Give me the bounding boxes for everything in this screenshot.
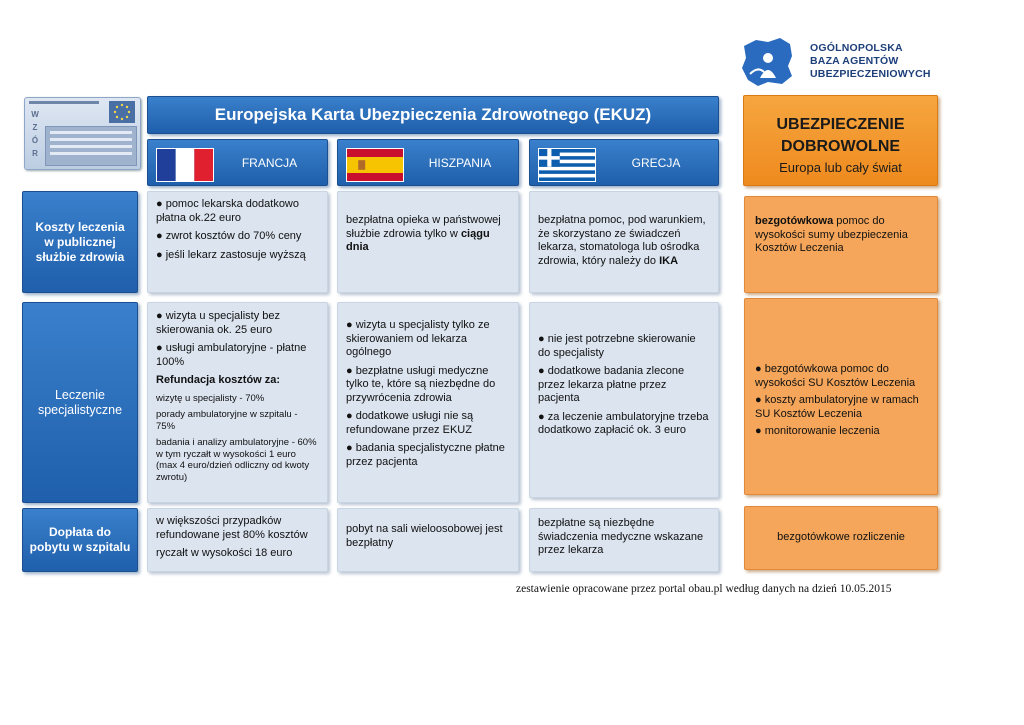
list-item: ● dodatkowe badania zlecone przez lekarza płatne przez pacjenta bbox=[538, 365, 685, 404]
cell-text: bezpłatna opieka w państwowej służbie zdrowia tylko w bbox=[346, 214, 501, 240]
france-flag-icon bbox=[156, 148, 214, 182]
list-item: ● jeśli lekarz zastosuje wyższą bbox=[156, 248, 306, 261]
list-item: ● bezgotówkowa pomoc do wysokości SU Kosztów Leczenia bbox=[755, 363, 916, 389]
source-note: zestawienie opracowane przez portal obau.pl według danych na dzień 10.05.2015 bbox=[516, 583, 892, 595]
row-header-hospital-stay: Dopłata do pobytu w szpitalu bbox=[22, 508, 138, 572]
list-item: ● nie jest potrzebne skierowanie do specjalisty bbox=[538, 333, 696, 359]
cell-spain-specialist bbox=[337, 302, 519, 503]
logo-text bbox=[810, 42, 931, 81]
list-item: ● badania specjalistyczne płatne przez pacjenta bbox=[346, 442, 505, 468]
voluntary-subtitle: Europa lub cały świat bbox=[779, 160, 902, 175]
card-letter: Z bbox=[32, 123, 38, 132]
list-item: ● koszty ambulatoryjne w ramach SU Kosztów Leczenia bbox=[755, 394, 919, 420]
greece-flag-icon bbox=[538, 148, 596, 182]
card-field-line bbox=[50, 145, 132, 148]
cell-voluntary-specialist bbox=[744, 298, 938, 495]
list-item: badania i analizy ambulatoryjne - 60% w tym ryczałt w wysokości 1 euro (max 4 euro/dzień odliczny od kwoty zwrotu) bbox=[156, 437, 317, 483]
row-header-public-treatment: Koszty leczenia w publicznej służbie zdrowia bbox=[22, 191, 138, 293]
list-item: ● bezpłatne usługi medyczne tylko te, które są niezbędne do przywrócenia zdrowia bbox=[346, 364, 496, 404]
cell-spain-hospital: pobyt na sali wieloosobowej jest bezpłatny bbox=[337, 508, 519, 572]
cell-france-public bbox=[147, 191, 328, 293]
list-item: w większości przypadków refundowane jest 80% kosztów bbox=[156, 515, 308, 541]
voluntary-title-line-1: UBEZPIECZENIE bbox=[776, 116, 905, 133]
row-header-specialist-treatment: Leczenie specjalistyczne bbox=[22, 302, 138, 503]
cell-bold-text: ciągu dnia bbox=[346, 227, 490, 253]
card-letter: W bbox=[31, 110, 39, 119]
list-item: ● monitorowanie leczenia bbox=[755, 425, 880, 437]
cell-voluntary-public bbox=[744, 196, 938, 293]
country-name: HISZPANIA bbox=[428, 155, 492, 170]
voluntary-insurance-header bbox=[743, 95, 938, 186]
ekuz-card-image bbox=[24, 97, 141, 170]
card-header-line bbox=[29, 101, 99, 104]
logo-line-3: UBEZPIECZENIOWYCH bbox=[810, 68, 931, 80]
page-title: Europejska Karta Ubezpieczenia Zdrowotnego (EKUZ) bbox=[147, 96, 719, 134]
list-item: ● za leczenie ambulatoryjne trzeba dodatkowo zapłacić ok. 3 euro bbox=[538, 410, 709, 436]
list-item: ● dodatkowe usługi nie są refundowane przez EKUZ bbox=[346, 410, 474, 436]
card-letter: Ó bbox=[31, 136, 39, 145]
cell-greece-public bbox=[529, 191, 719, 293]
country-name: FRANCJA bbox=[241, 155, 298, 170]
cell-greece-hospital: bezpłatne są niezbędne świadczenia medyczne wskazane przez lekarza bbox=[529, 508, 719, 572]
card-letters bbox=[29, 108, 41, 160]
card-field-line bbox=[50, 138, 132, 141]
cell-france-specialist bbox=[147, 302, 328, 503]
spain-flag-icon bbox=[346, 148, 404, 182]
cell-bold-text: bezgotówkowa bbox=[755, 215, 834, 227]
list-item: ● zwrot kosztów do 70% ceny bbox=[156, 230, 302, 242]
cell-voluntary-hospital: bezgotówkowe rozliczenie bbox=[744, 506, 938, 570]
country-name: GRECJA bbox=[631, 155, 681, 170]
list-item: wizytę u specjalisty - 70% bbox=[156, 392, 265, 404]
logo-line-2: BAZA AGENTÓW bbox=[810, 55, 899, 67]
country-header-spain bbox=[337, 139, 519, 186]
logo-line-1: OGÓLNOPOLSKA bbox=[810, 42, 903, 54]
refund-title: Refundacja kosztów za: bbox=[156, 374, 281, 386]
cell-greece-specialist bbox=[529, 302, 719, 498]
cell-france-hospital bbox=[147, 508, 328, 572]
eu-stars-icon bbox=[109, 101, 135, 123]
list-item: ● usługi ambulatoryjne - płatne 100% bbox=[156, 342, 307, 368]
list-item: porady ambulatoryjne w szpitalu - 75% bbox=[156, 409, 298, 432]
card-field-line bbox=[50, 152, 132, 155]
country-header-greece bbox=[529, 139, 719, 186]
list-item: ● wizyta u specjalisty bez skierowania ok. 25 euro bbox=[156, 310, 281, 336]
card-fields bbox=[45, 126, 137, 166]
cell-text: bezpłatna pomoc, pod warunkiem, że skorzystano ze świadczeń lekarza, stomatologa lub ośrodka zdrowia, który należy do bbox=[538, 214, 706, 267]
card-field-line bbox=[50, 131, 132, 134]
cell-spain-public bbox=[337, 191, 519, 293]
country-header-france bbox=[147, 139, 328, 186]
voluntary-title-line-2: DOBROWOLNE bbox=[780, 138, 901, 155]
card-letter: R bbox=[32, 149, 38, 158]
list-item: ● wizyta u specjalisty tylko ze skierowaniem od lekarza ogólnego bbox=[346, 319, 490, 358]
poland-map-logo-icon bbox=[738, 36, 796, 88]
cell-text: pomoc do wysokości sumy ubezpieczenia Kosztów Leczenia bbox=[755, 215, 908, 254]
cell-bold-text: IKA bbox=[659, 254, 679, 267]
list-item: ryczałt w wysokości 18 euro bbox=[156, 547, 293, 559]
voluntary-title bbox=[744, 114, 937, 158]
list-item: ● pomoc lekarska dodatkowo płatna ok.22 euro bbox=[156, 198, 299, 224]
